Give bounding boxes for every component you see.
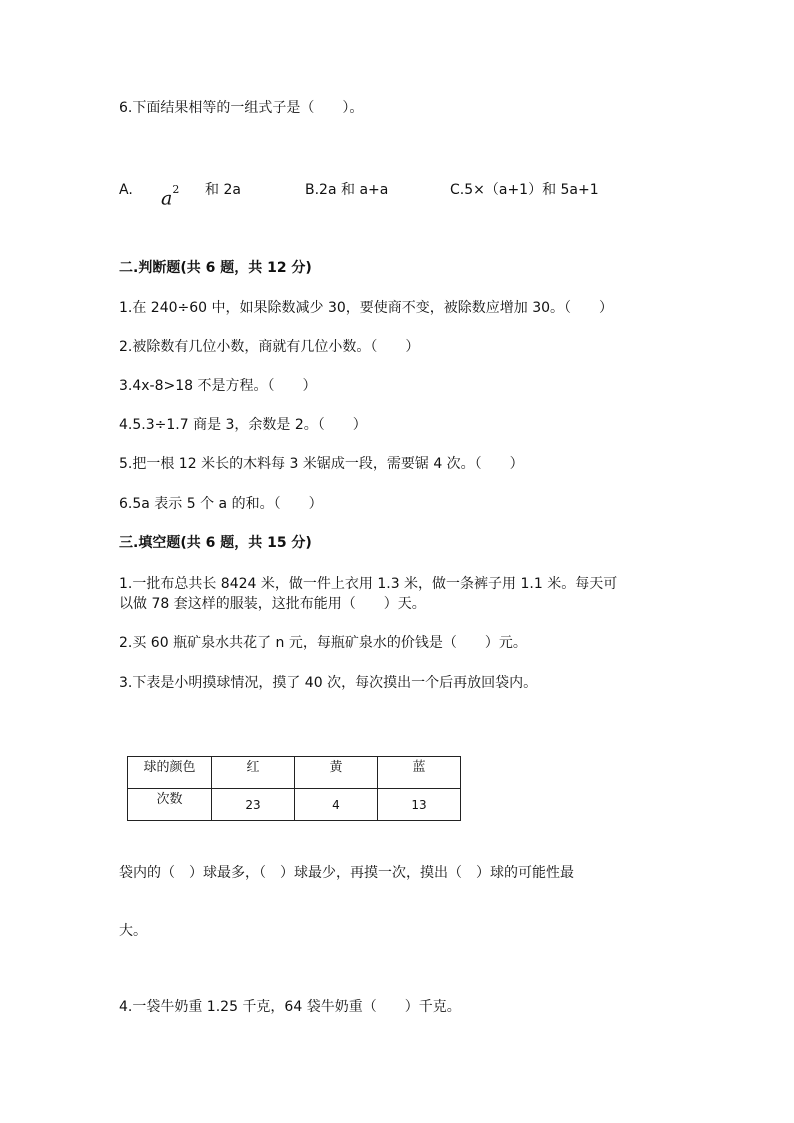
- table-row-label: 次数: [128, 789, 212, 821]
- option-a-label: A.: [119, 182, 133, 198]
- option-b: B.2a 和 a+a: [305, 182, 389, 198]
- section-2-heading: 二.判断题(共 6 题，共 12 分): [119, 260, 312, 276]
- option-a-rest: 和 2a: [205, 182, 241, 198]
- option-a-math: [161, 182, 179, 210]
- fill-item-3: 3.下表是小明摸球情况，摸了 40 次，每次摸出一个后再放回袋内。: [119, 675, 538, 691]
- judge-item-2: 2.被除数有几位小数，商就有几位小数。（ ）: [119, 339, 420, 355]
- math-exponent: 2: [172, 183, 180, 196]
- question-6-text: 6.下面结果相等的一组式子是（ ）。: [119, 100, 364, 116]
- judge-item-5: 5.把一根 12 米长的木料每 3 米锯成一段，需要锯 4 次。（ ）: [119, 456, 524, 472]
- fill-item-4: 4.一袋牛奶重 1.25 千克，64 袋牛奶重（ ）千克。: [119, 999, 461, 1015]
- table-header-cell: 蓝: [378, 757, 461, 789]
- judge-item-3: 3.4x-8>18 不是方程。（ ）: [119, 378, 317, 394]
- table-header-cell: 球的颜色: [128, 757, 212, 789]
- fill-item-1-line-1: 1.一批布总共长 8424 米，做一件上衣用 1.3 米，做一条裤子用 1.1 米。每天可: [119, 576, 618, 592]
- judge-item-6: 6.5a 表示 5 个 a 的和。（ ）: [119, 496, 323, 512]
- judge-item-1: 1.在 240÷60 中，如果除数减少 30，要使商不变，被除数应增加 30。（ ）: [119, 300, 614, 316]
- table-header-cell: 黄: [295, 757, 378, 789]
- table-cell: 23: [212, 789, 295, 821]
- table-row: [128, 789, 461, 821]
- fill-item-1-line-2: 以做 78 套这样的服装，这批布能用（ ）天。: [119, 596, 426, 612]
- option-c: C.5×（a+1）和 5a+1: [450, 182, 599, 198]
- ball-draw-table: [127, 756, 461, 821]
- fill-item-3-answer-line-1: 袋内的（ ）球最多，（ ）球最少，再摸一次，摸出（ ）球的可能性最: [119, 865, 574, 881]
- table-cell: 4: [295, 789, 378, 821]
- table-header-cell: 红: [212, 757, 295, 789]
- section-3-heading: 三.填空题(共 6 题，共 15 分): [119, 535, 312, 551]
- fill-item-2: 2.买 60 瓶矿泉水共花了 n 元，每瓶矿泉水的价钱是（ ）元。: [119, 635, 527, 651]
- judge-item-4: 4.5.3÷1.7 商是 3，余数是 2。（ ）: [119, 417, 367, 433]
- fill-item-3-answer-line-2: 大。: [119, 923, 147, 939]
- table-cell: 13: [378, 789, 461, 821]
- table-header-row: [128, 757, 461, 789]
- math-base: a: [161, 187, 173, 210]
